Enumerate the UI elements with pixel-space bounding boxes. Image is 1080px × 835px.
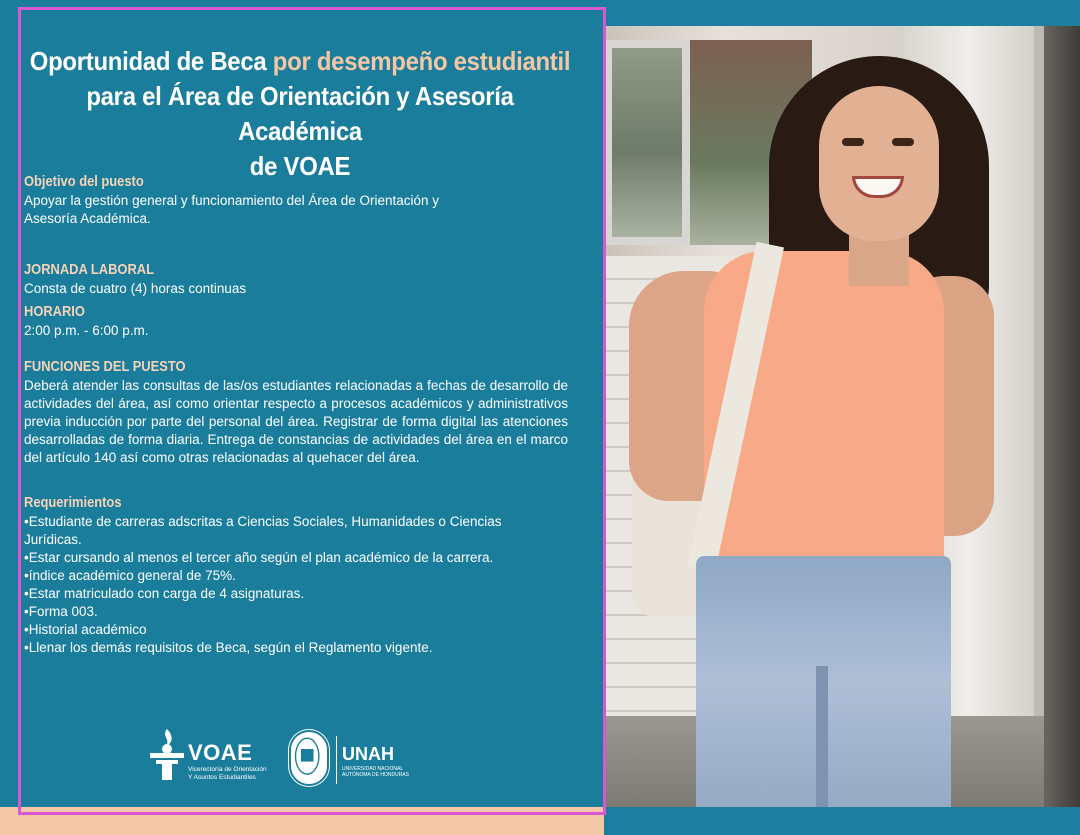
top-accent-band: [604, 0, 1080, 26]
horario-text: 2:00 p.m. - 6:00 p.m.: [24, 323, 149, 338]
jornada-text: Consta de cuatro (4) horas continuas: [24, 281, 247, 296]
requerimientos-heading: Requerimientos: [24, 494, 122, 511]
bottom-accent-band: [604, 807, 1080, 835]
jornada-heading: JORNADA LABORAL: [24, 261, 154, 278]
voae-logo: [148, 727, 278, 785]
voae-subtitle: [188, 766, 267, 782]
unah-seal-icon: [289, 730, 329, 786]
torch-icon: [148, 727, 186, 782]
objetivo-section: [24, 172, 568, 228]
funciones-heading: FUNCIONES DEL PUESTO: [24, 358, 186, 375]
unah-logo: [289, 730, 409, 790]
person-eye: [892, 138, 914, 146]
unah-divider: [336, 736, 337, 784]
voae-wordmark: VOAE: [188, 740, 253, 765]
photo-door: [1044, 26, 1080, 807]
requirement-item: •Estudiante de carreras adscritas a Ciencias Sociales, Humanidades o Ciencias: [24, 514, 502, 529]
person-eye: [842, 138, 864, 146]
requirement-item: •índice académico general de 75%.: [24, 568, 236, 583]
voae-subtitle-line-1: Vicerectoría de Orientación: [188, 766, 267, 773]
page-title: [24, 44, 576, 184]
requirement-item: •Estar cursando al menos el tercer año según el plan académico de la carrera.: [24, 550, 494, 565]
title-line-2: para el Área de Orientación y Asesoría Académica: [86, 81, 514, 146]
requirement-item: •Historial académico: [24, 622, 147, 637]
title-highlight: por desempeño estudiantil: [272, 46, 571, 76]
jornada-section: [24, 260, 568, 298]
requirement-item: •Llenar los demás requisitos de Beca, según el Reglamento vigente.: [24, 640, 433, 655]
horario-heading: HORARIO: [24, 303, 85, 320]
title-line-3: de VOAE: [249, 151, 351, 181]
unah-subtitle-line-1: UNIVERSIDAD NACIONAL: [342, 766, 404, 772]
student-photo: [604, 26, 1080, 807]
funciones-section: [24, 357, 568, 467]
requirement-item: •Estar matriculado con carga de 4 asignaturas.: [24, 586, 305, 601]
objetivo-text: Apoyar la gestión general y funcionamiento del Área de Orientación y Asesoría Académica.: [24, 193, 439, 226]
title-line-1a: Oportunidad de Beca: [29, 46, 273, 76]
unah-subtitle: [342, 766, 409, 778]
objetivo-heading: Objetivo del puesto: [24, 173, 144, 190]
funciones-text: Deberá atender las consultas de las/os estudiantes relacionadas a fechas de desarrollo de actividades del área, así como orientar respecto a procesos académicos y administrativos previa inducción por parte del personal del área. Registrar de forma digital las atenciones desarrolladas de forma diaria. Entrega de constancias de actividades del área en el marco del artículo 140 así como otras relacionadas al quehacer del área.: [24, 378, 568, 465]
unah-wordmark: UNAH: [342, 744, 394, 764]
requirement-item: Jurídicas.: [24, 532, 82, 547]
jeans-gap: [816, 666, 828, 807]
unah-subtitle-line-2: AUTÓNOMA DE HONDURAS: [342, 772, 409, 778]
voae-subtitle-line-2: Y Asuntos Estudiantiles: [188, 774, 256, 781]
requirement-item: •Forma 003.: [24, 604, 98, 619]
horario-section: [24, 302, 568, 340]
requerimientos-section: [24, 493, 568, 657]
person-face: [819, 86, 939, 241]
